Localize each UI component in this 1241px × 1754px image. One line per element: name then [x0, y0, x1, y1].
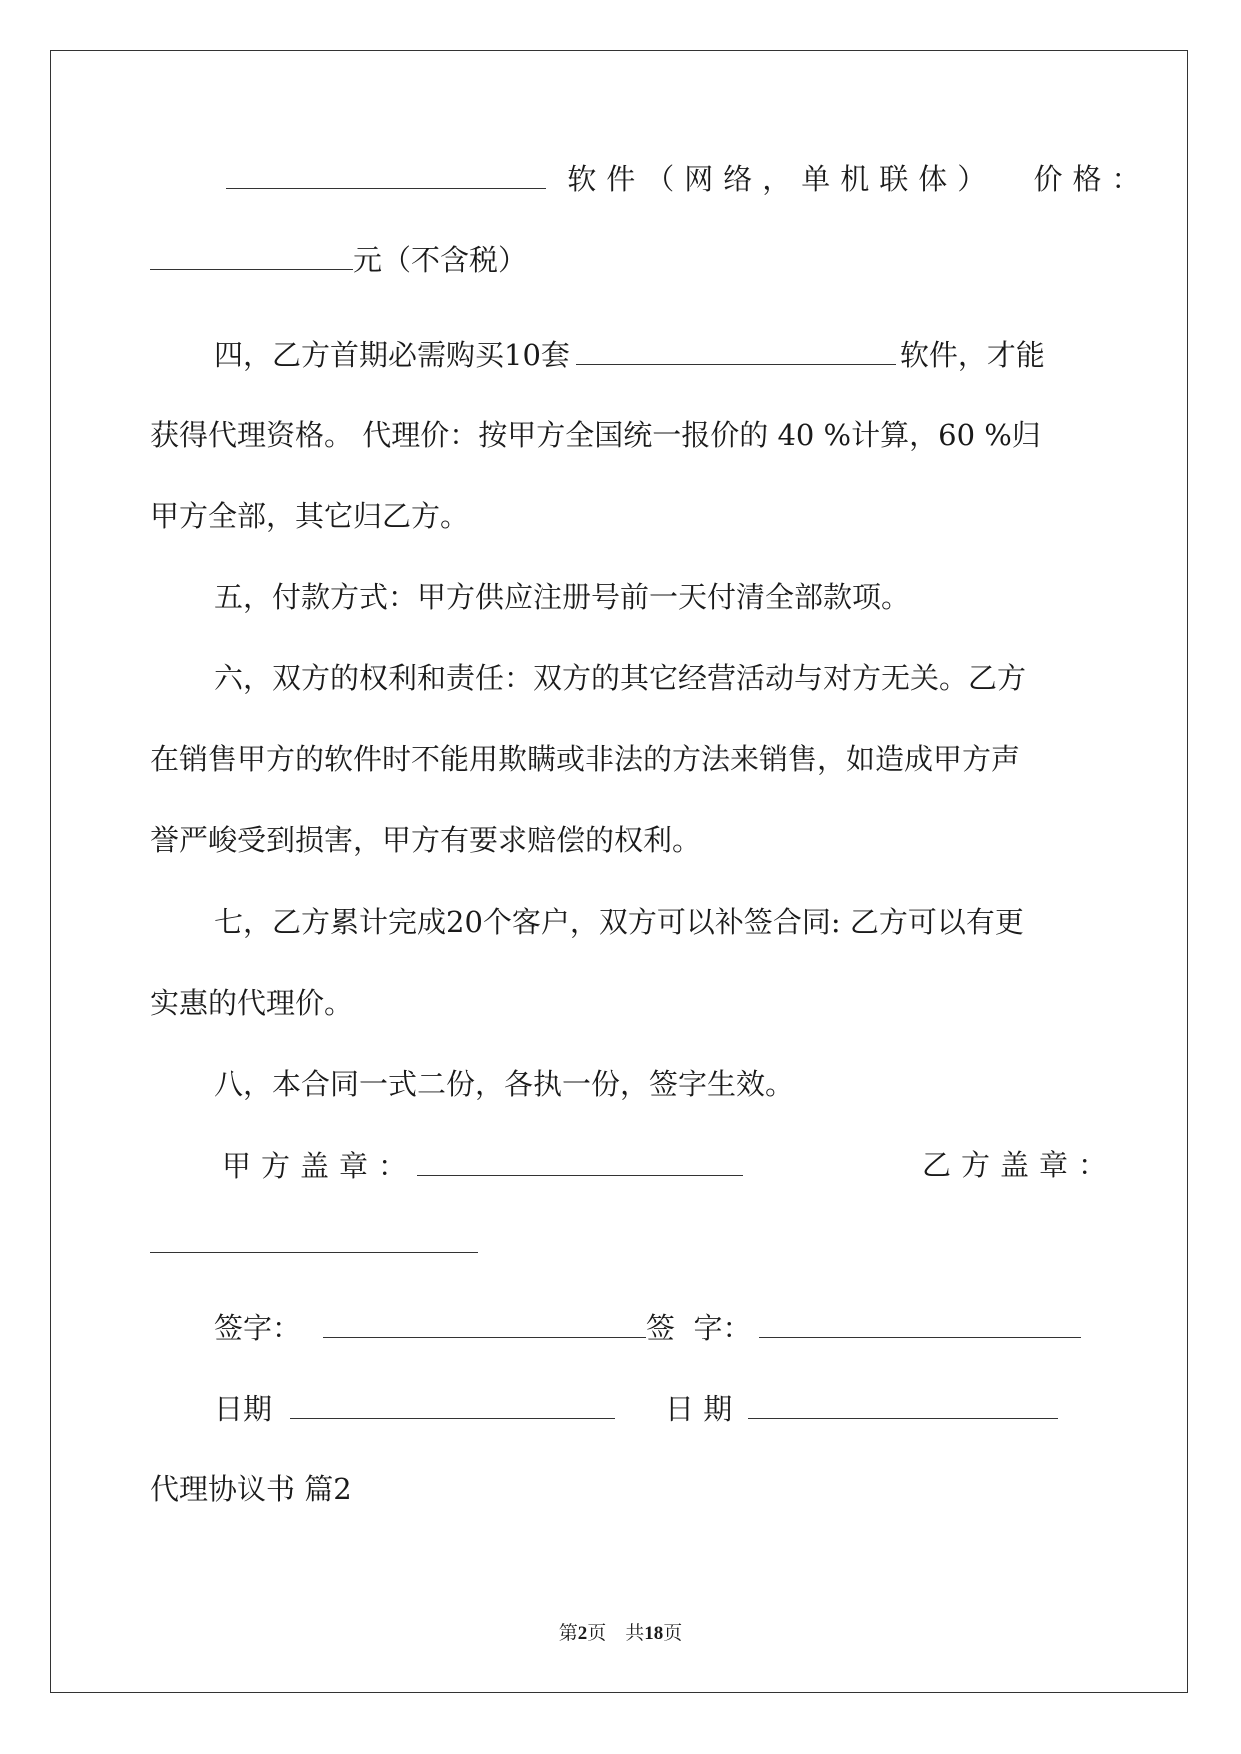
party-b-date-blank: [748, 1388, 1058, 1419]
clause-4-line-2: 获得代理资格。 代理价：按甲方全国统一报价的 40 %计算，60 %归: [150, 418, 1041, 452]
party-a-seal-line: [222, 1145, 743, 1186]
party-a-seal-label: 甲方盖章：: [222, 1149, 418, 1183]
page-footer: [0, 1618, 1241, 1645]
party-b-sign-label: 签 字：: [646, 1311, 752, 1345]
party-b-seal-label: 乙方盖章：: [922, 1148, 1118, 1182]
party-a-date-label: 日期: [214, 1392, 273, 1426]
footer-mid: 页 共: [587, 1623, 645, 1644]
party-b-seal-blank: [150, 1222, 478, 1253]
clause-4-line-3: 甲方全部，其它归乙方。: [150, 499, 470, 533]
clause-7-line-2: 实惠的代理价。: [150, 986, 354, 1020]
party-b-sign-blank: [759, 1307, 1081, 1338]
clause-6-line-1: 六，双方的权利和责任：双方的其它经营活动与对方无关。乙方: [214, 661, 1027, 695]
footer-suffix: 页: [663, 1623, 683, 1644]
clause-4-text-b: 软件，才能: [899, 338, 1045, 372]
footer-total-pages: 18: [644, 1623, 664, 1644]
party-b-seal-line: [922, 1145, 1117, 1185]
party-b-date-label: 日 期: [665, 1392, 733, 1426]
party-b-seal-blank-line: [150, 1222, 478, 1263]
page-border: [50, 50, 1188, 1693]
party-a-sign-label: 签字：: [214, 1311, 302, 1345]
clause-5: 五，付款方式：甲方供应注册号前一天付清全部款项。: [214, 580, 911, 614]
price-label: 价格：: [1033, 162, 1151, 196]
party-a-date-blank: [290, 1388, 615, 1419]
price-blank: [150, 239, 353, 270]
clause-6-line-3: 誉严峻受到损害，甲方有要求赔偿的权利。: [150, 823, 702, 857]
software-line: [226, 158, 1150, 199]
footer-prefix: 第: [558, 1623, 578, 1644]
footer-page-number: 2: [577, 1623, 588, 1644]
party-a-seal-blank: [417, 1145, 743, 1176]
clause-4-line-1: [214, 334, 1045, 375]
price-tax-text: 元（不含税）: [353, 243, 528, 277]
signature-line: [214, 1307, 1081, 1348]
software-name-blank: [226, 158, 546, 189]
date-line: [214, 1388, 1058, 1429]
next-agreement-title: 代理协议书 篇2: [150, 1472, 352, 1506]
clause-6-line-2: 在销售甲方的软件时不能用欺瞒或非法的方法来销售，如造成甲方声: [150, 742, 1021, 776]
software-type-text: 软件（网络，单机联体）: [567, 162, 997, 196]
price-line: [150, 239, 527, 280]
party-a-sign-blank: [323, 1307, 646, 1338]
clause-4-text-a: 四，乙方首期必需购买10套: [214, 338, 570, 372]
clause-4-software-blank: [576, 334, 896, 365]
clause-7-line-1: 七，乙方累计完成20个客户，双方可以补签合同: 乙方可以有更: [214, 905, 1024, 939]
clause-8: 八，本合同一式二份，各执一份，签字生效。: [214, 1067, 795, 1101]
